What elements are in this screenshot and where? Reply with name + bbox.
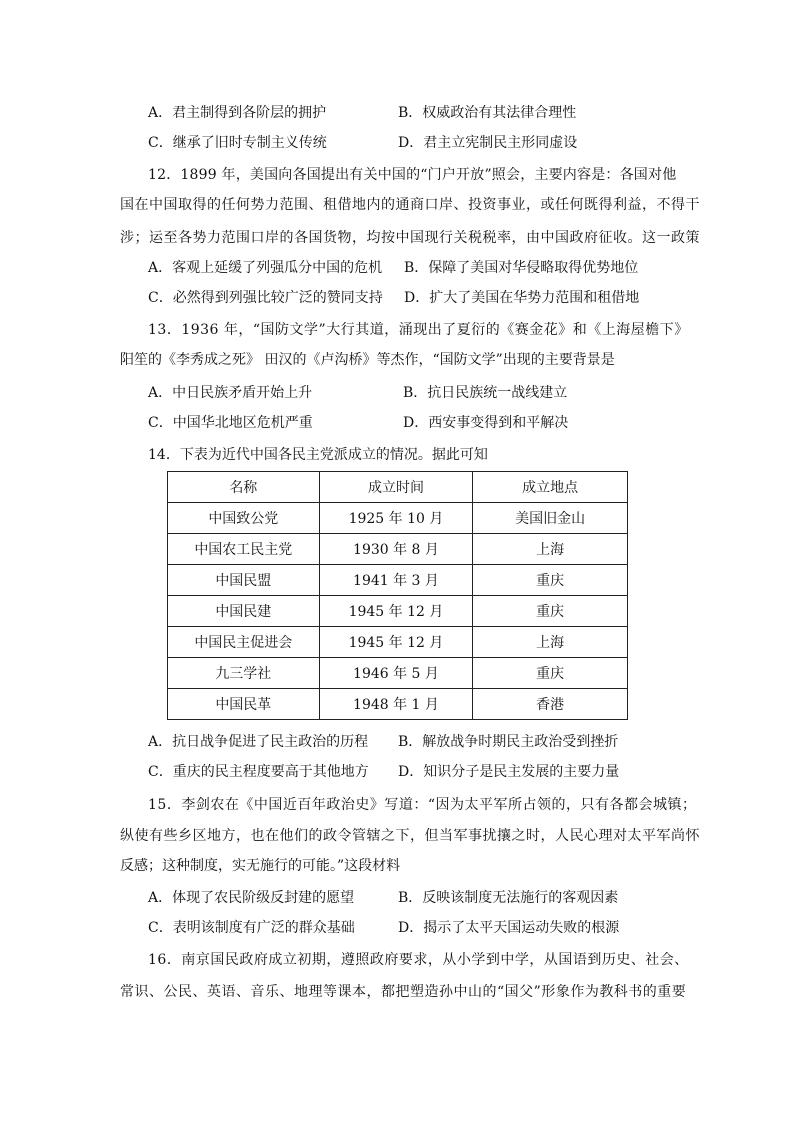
cell-date: 1948 年 1 月 bbox=[319, 689, 473, 720]
q12-option-b: B．保障了美国对华侵略取得优势地位 bbox=[404, 260, 639, 276]
cell-date: 1946 年 5 月 bbox=[319, 658, 473, 689]
q15-option-a: A．体现了农民阶级反封建的愿望 bbox=[148, 890, 355, 906]
q13-option-d: D．西安事变得到和平解决 bbox=[403, 415, 569, 431]
cell-place: 香港 bbox=[473, 689, 628, 720]
q12-option-d: D．扩大了美国在华势力范围和租借地 bbox=[404, 290, 640, 306]
header-name: 名称 bbox=[168, 472, 320, 503]
q12-option-a: A．客观上延缓了列强瓜分中国的危机 bbox=[148, 260, 383, 276]
cell-name: 中国民主促进会 bbox=[168, 627, 320, 658]
q15-option-d: D．揭示了太平天国运动失败的根源 bbox=[398, 920, 620, 936]
q16-stem-line-2: 常识、公民、英语、音乐、地理等课本，都把塑造孙中山的“国父”形象作为教科书的重要 bbox=[120, 984, 687, 1000]
cell-name: 中国致公党 bbox=[168, 503, 320, 534]
cell-place: 上海 bbox=[473, 534, 628, 565]
q14-option-b: B．解放战争时期民主政治受到挫折 bbox=[398, 734, 619, 750]
cell-place: 重庆 bbox=[473, 565, 628, 596]
cell-date: 1945 年 12 月 bbox=[319, 627, 473, 658]
cell-place: 美国旧金山 bbox=[473, 503, 628, 534]
q14-stem: 14．下表为近代中国各民主党派成立的情况。据此可知 bbox=[148, 447, 488, 463]
header-founded-place: 成立地点 bbox=[473, 472, 628, 503]
cell-date: 1930 年 8 月 bbox=[319, 534, 473, 565]
cell-place: 重庆 bbox=[473, 596, 628, 627]
table-row bbox=[168, 689, 628, 720]
q12-option-c: C．必然得到列强比较广泛的赞同支持 bbox=[148, 290, 383, 306]
cell-name: 中国农工民主党 bbox=[168, 534, 320, 565]
q15-stem-line-2: 纵使有些乡区地方，也在他们的政令管辖之下，但当军事扰攘之时，人民心理对太平军尚怀 bbox=[120, 828, 700, 844]
q14-option-d: D．知识分子是民主发展的主要力量 bbox=[398, 764, 620, 780]
cell-date: 1945 年 12 月 bbox=[319, 596, 473, 627]
q16-stem-line-1: 16．南京国民政府成立初期，遵照政府要求，从小学到中学，从国语到历史、社会、 bbox=[148, 952, 689, 968]
table-header-row bbox=[168, 472, 628, 503]
q11-option-c: C．继承了旧时专制主义传统 bbox=[148, 135, 327, 151]
q15-stem-line-1: 15．李剑农在《中国近百年政治史》写道：“因为太平军所占领的，只有各都会城镇； bbox=[148, 797, 697, 813]
cell-date: 1941 年 3 月 bbox=[319, 565, 473, 596]
cell-name: 中国民建 bbox=[168, 596, 320, 627]
cell-date: 1925 年 10 月 bbox=[319, 503, 473, 534]
cell-place: 重庆 bbox=[473, 658, 628, 689]
q13-option-a: A．中日民族矛盾开始上升 bbox=[148, 385, 313, 401]
q12-stem-line-1: 12．1899 年，美国向各国提出有关中国的“门户开放”照会，主要内容是：各国对他 bbox=[148, 167, 677, 183]
header-founded-date: 成立时间 bbox=[319, 472, 473, 503]
cell-name: 九三学社 bbox=[168, 658, 320, 689]
q14-option-a: A．抗日战争促进了民主政治的历程 bbox=[148, 734, 369, 750]
table-row bbox=[168, 658, 628, 689]
q13-option-c: C．中国华北地区危机严重 bbox=[148, 415, 313, 431]
q12-stem-line-3: 涉；运至各势力范围口岸的各国货物，均按中国现行关税税率，由中国政府征收。这一政策 bbox=[120, 230, 700, 246]
q11-option-d: D．君主立宪制民主形同虚设 bbox=[398, 135, 578, 151]
table-row bbox=[168, 534, 628, 565]
q15-stem-line-3: 反感；这种制度，实无施行的可能。”这段材料 bbox=[120, 858, 401, 874]
q11-option-a: A．君主制得到各阶层的拥护 bbox=[148, 105, 327, 121]
q13-stem-line-2: 阳笙的《李秀成之死》 田汉的《卢沟桥》等杰作，“国防文学”出现的主要背景是 bbox=[120, 352, 615, 368]
q12-stem-line-2: 国在中国取得的任何势力范围、租借地内的通商口岸、投资事业，或任何既得利益，不得干 bbox=[120, 197, 700, 213]
cell-place: 上海 bbox=[473, 627, 628, 658]
q13-stem-line-1: 13．1936 年，“国防文学”大行其道，涌现出了夏衍的《赛金花》和《上海屋檐下》 bbox=[148, 322, 689, 338]
table-row bbox=[168, 627, 628, 658]
table-row bbox=[168, 503, 628, 534]
q13-option-b: B．抗日民族统一战线建立 bbox=[403, 385, 568, 401]
q15-option-b: B．反映该制度无法施行的客观因素 bbox=[398, 890, 619, 906]
table-row bbox=[168, 565, 628, 596]
q15-option-c: C．表明该制度有广泛的群众基础 bbox=[148, 920, 355, 936]
cell-name: 中国民革 bbox=[168, 689, 320, 720]
parties-table bbox=[167, 471, 628, 720]
q11-option-b: B．权威政治有其法律合理性 bbox=[398, 105, 577, 121]
q14-option-c: C．重庆的民主程度要高于其他地方 bbox=[148, 764, 369, 780]
cell-name: 中国民盟 bbox=[168, 565, 320, 596]
table-row bbox=[168, 596, 628, 627]
